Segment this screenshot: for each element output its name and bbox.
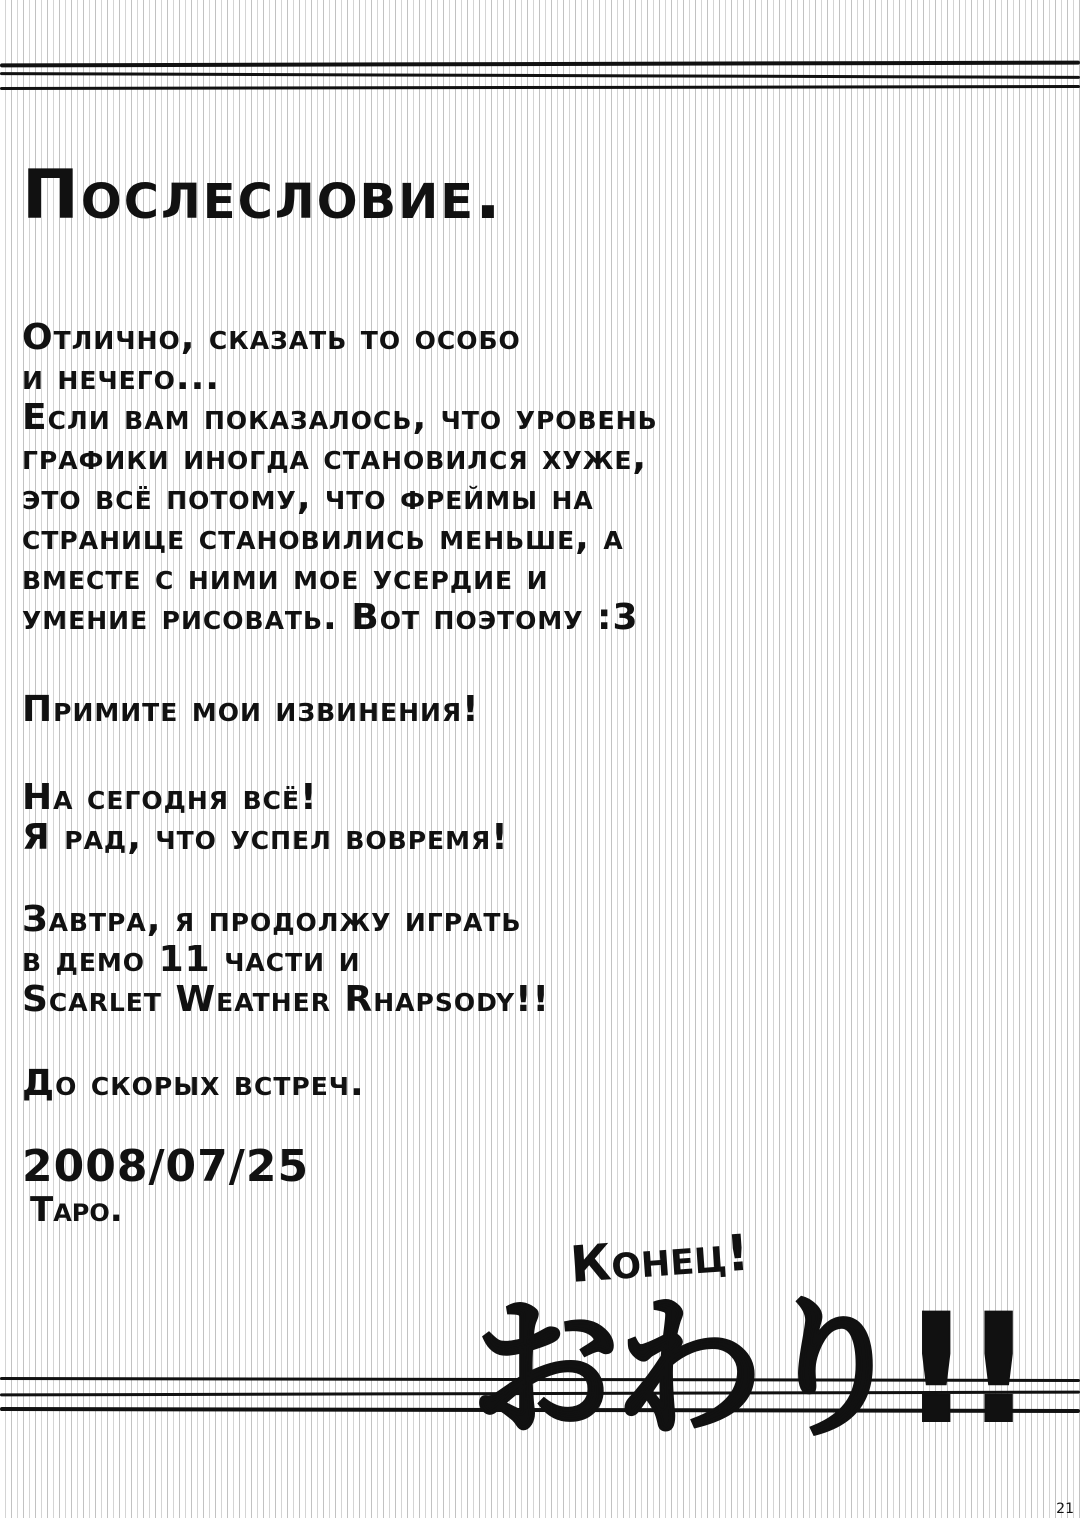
paragraph-apology: [22, 690, 480, 730]
text-line: Отлично, сказать то особо: [22, 317, 521, 358]
text-line: Завтра, я продолжу играть: [22, 899, 522, 940]
ending-japanese: おわり!!: [470, 1283, 1027, 1457]
text-line: умение рисовать. Вот поэтому :3: [22, 597, 639, 638]
author-signature: Таро.: [30, 1190, 123, 1230]
text-line: вместе с ними мое усердие и: [22, 557, 549, 598]
text-line: это всё потому, что фреймы на: [22, 477, 594, 518]
text-line: странице становились меньше, а: [22, 517, 624, 558]
text-line: в демо 11 части и: [22, 939, 361, 980]
date: 2008/07/25: [22, 1141, 310, 1192]
paragraph-done: [22, 778, 509, 858]
text-line: Я рад, что успел вовремя!: [22, 817, 509, 858]
text-line: Если вам показалось, что уровень: [22, 397, 658, 438]
text-line: На сегодня всё!: [22, 777, 318, 818]
page-title: Послесловие.: [22, 156, 503, 235]
text-line: До скорых встреч.: [22, 1063, 365, 1104]
text-line: Scarlet Weather Rhapsody!!: [22, 979, 550, 1020]
text-line: и нечего...: [22, 357, 220, 398]
text-line: Примите мои извинения!: [22, 689, 480, 730]
page-number: 21: [1056, 1501, 1074, 1517]
paragraph-intro: [22, 318, 521, 398]
header-line-3: [0, 85, 1080, 90]
ending-label: Конец!: [568, 1223, 751, 1294]
paragraph-graphics: [22, 398, 658, 638]
header-line-1: [0, 61, 1080, 68]
header-line-2: [0, 72, 1080, 79]
paragraph-farewell: [22, 1064, 365, 1104]
paragraph-tomorrow: [22, 900, 550, 1020]
text-line: графики иногда становился хуже,: [22, 437, 648, 478]
